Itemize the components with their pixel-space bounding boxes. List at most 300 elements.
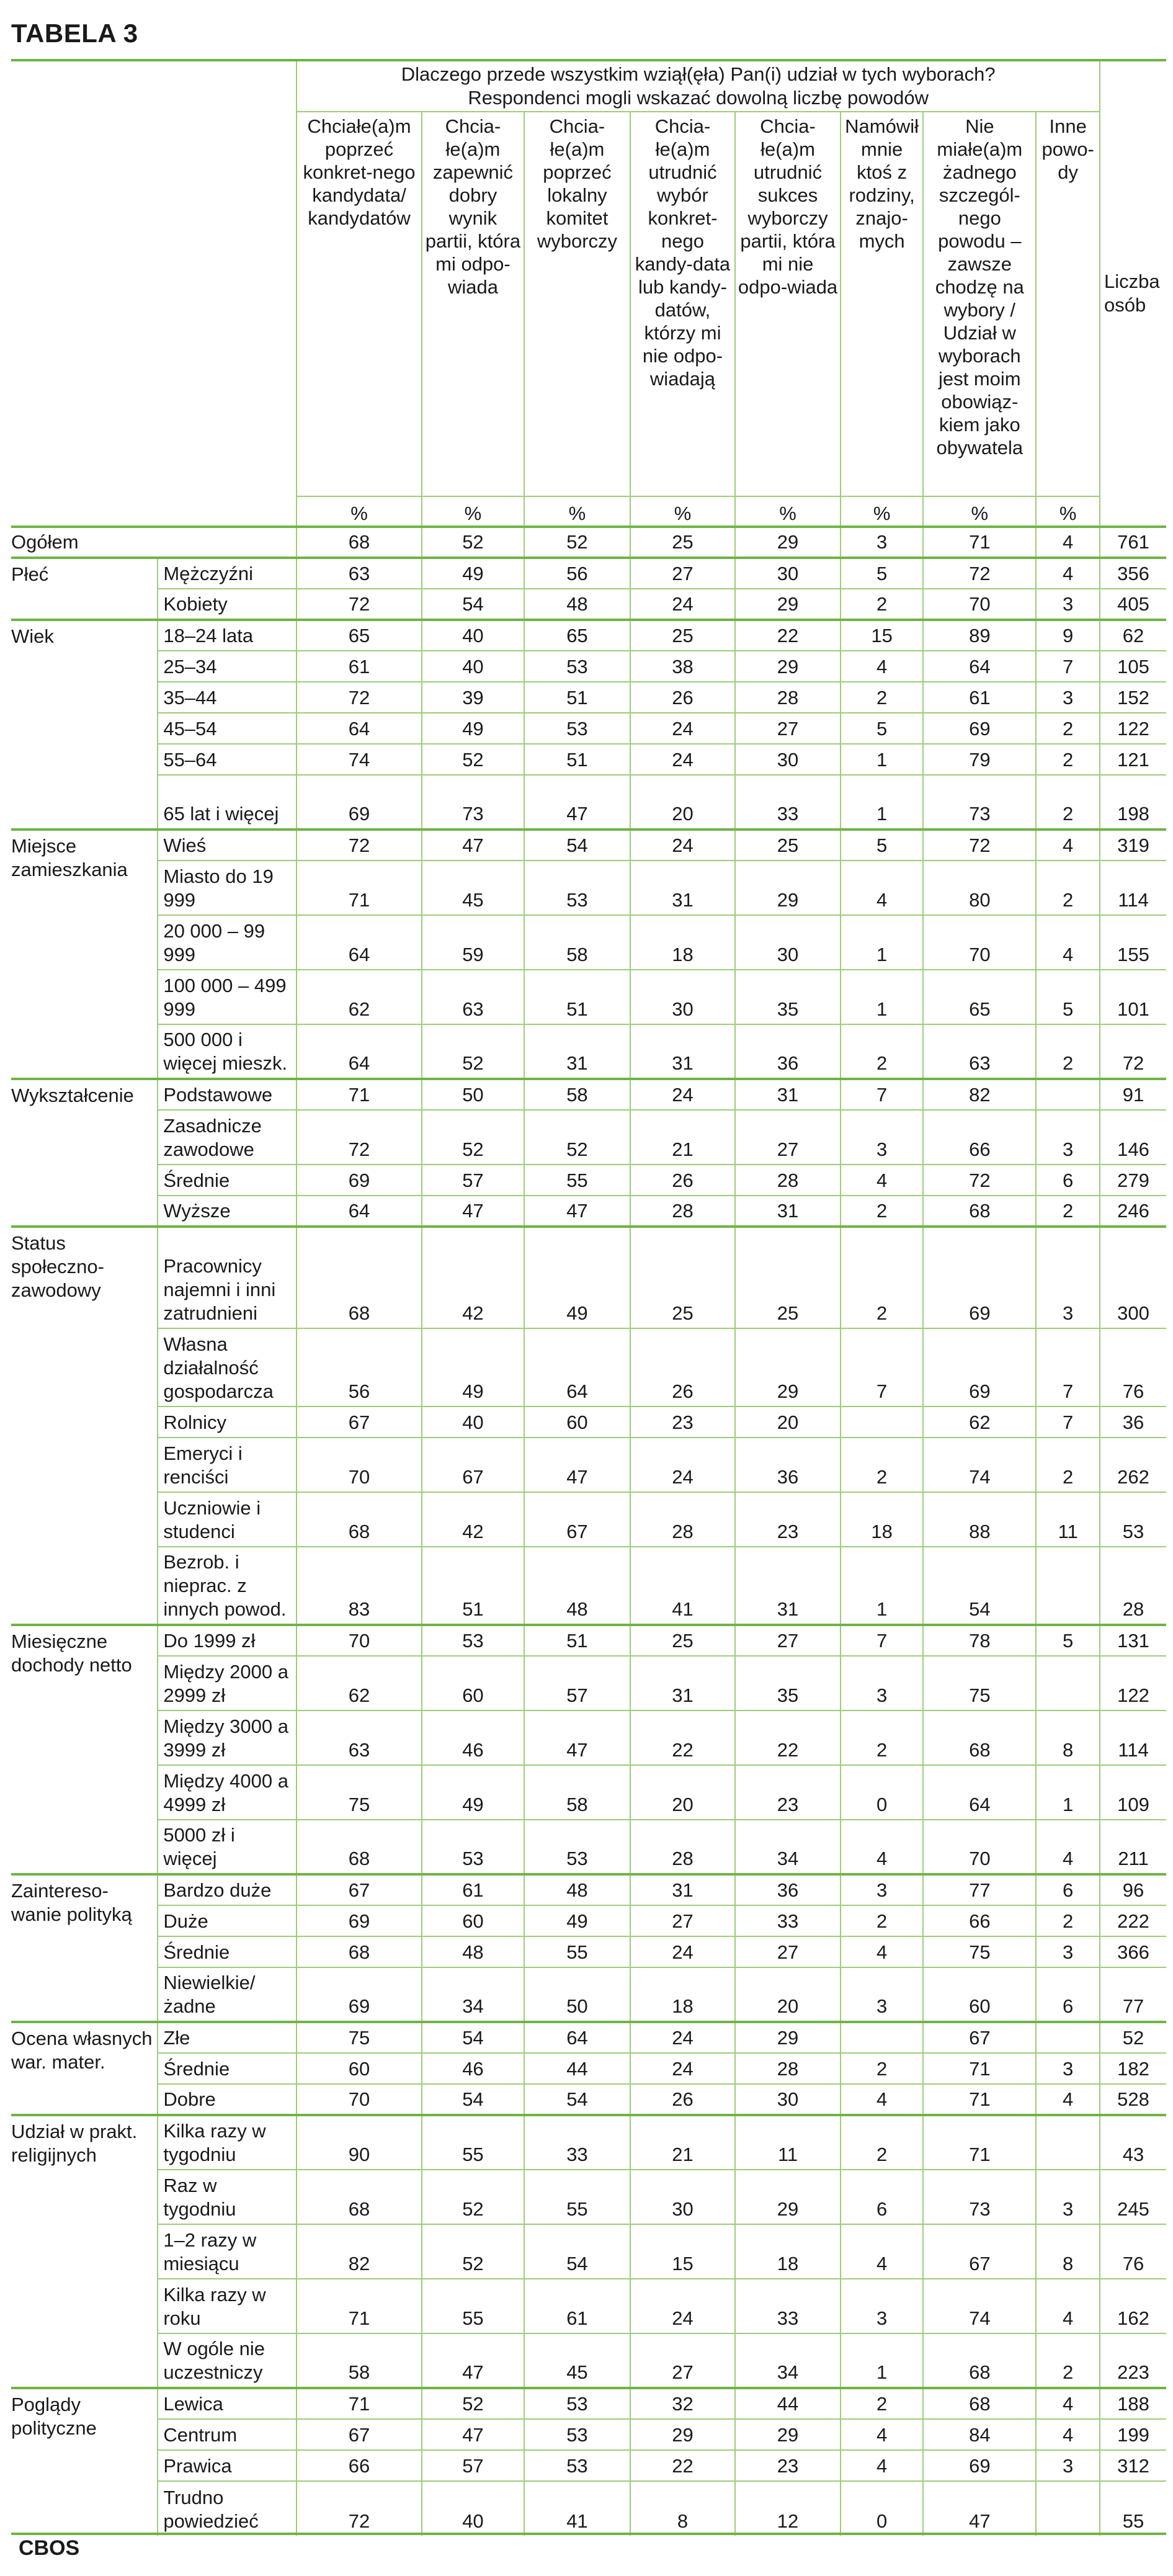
category-label: Miasto do 19 999	[158, 861, 297, 915]
value-cell: 49	[422, 558, 524, 589]
category-label: Niewielkie/ żadne	[158, 1967, 297, 2022]
category-label: Do 1999 zł	[158, 1625, 297, 1656]
value-cell	[1036, 1079, 1100, 1110]
value-cell: 9	[1036, 620, 1100, 651]
value-cell: 24	[630, 2279, 736, 2333]
value-cell: 18	[841, 1492, 924, 1547]
value-cell: 22	[735, 1711, 841, 1765]
value-cell: 22	[735, 620, 841, 651]
table-row	[11, 1905, 1166, 1936]
value-cell: 58	[524, 1079, 630, 1110]
value-cell: 7	[1036, 651, 1100, 682]
value-cell: 56	[297, 1328, 421, 1407]
column-header-1: Chciałe(a)m poprzeć konkret-nego kandydata/ kandydatów	[297, 112, 421, 496]
value-cell	[1036, 2022, 1100, 2053]
value-cell: 51	[524, 1625, 630, 1656]
value-cell: 72	[923, 558, 1036, 589]
value-cell: 72	[923, 1165, 1036, 1196]
category-label: Mężczyźni	[158, 558, 297, 589]
count-cell: 96	[1100, 1874, 1166, 1905]
value-cell: 28	[735, 2053, 841, 2084]
value-cell: 33	[735, 2279, 841, 2333]
count-cell: 114	[1100, 1711, 1166, 1765]
count-cell: 114	[1100, 861, 1166, 915]
value-cell: 64	[524, 2022, 630, 2053]
value-cell: 2	[841, 1711, 924, 1765]
value-cell: 30	[630, 2170, 736, 2224]
value-cell: 28	[630, 1492, 736, 1547]
value-cell: 67	[297, 1407, 421, 1438]
value-cell: 18	[630, 1967, 736, 2022]
value-cell: 49	[422, 1765, 524, 1820]
table-row	[11, 1196, 1166, 1227]
value-cell: 3	[1036, 2053, 1100, 2084]
table-row	[11, 1625, 1166, 1656]
value-cell: 50	[422, 1079, 524, 1110]
category-label: 500 000 i więcej mieszk.	[158, 1024, 297, 1079]
value-cell: 5	[1036, 1625, 1100, 1656]
table-bottom-rule	[11, 2533, 1166, 2535]
table-row	[11, 1711, 1166, 1765]
table-row	[11, 1656, 1166, 1711]
count-cell: 245	[1100, 2170, 1166, 2224]
value-cell: 54	[923, 1547, 1036, 1625]
value-cell: 28	[630, 1820, 736, 1874]
value-cell: 25	[630, 527, 736, 558]
value-cell: 3	[841, 1967, 924, 2022]
value-cell: 33	[735, 775, 841, 830]
value-cell: 11	[735, 2115, 841, 2170]
value-cell: 3	[1036, 2450, 1100, 2481]
category-label: Między 4000 a 4999 zł	[158, 1765, 297, 1820]
percent-unit: %	[1036, 496, 1100, 527]
value-cell: 31	[735, 1196, 841, 1227]
value-cell: 41	[524, 2481, 630, 2536]
value-cell: 70	[923, 589, 1036, 620]
value-cell: 29	[735, 861, 841, 915]
value-cell: 4	[841, 2224, 924, 2279]
category-label: Złe	[158, 2022, 297, 2053]
value-cell: 4	[1036, 915, 1100, 970]
group-label: Status społeczno-zawodowy	[11, 1227, 158, 1625]
value-cell: 38	[630, 651, 736, 682]
value-cell: 27	[630, 558, 736, 589]
value-cell: 27	[630, 1905, 736, 1936]
value-cell: 54	[524, 2084, 630, 2115]
question-note: Respondenci mogli wskazać dowolną liczbę powodów	[468, 87, 929, 109]
value-cell: 4	[1036, 830, 1100, 861]
value-cell: 25	[630, 1625, 736, 1656]
value-cell: 20	[630, 775, 736, 830]
value-cell: 69	[297, 775, 421, 830]
value-cell: 52	[422, 2170, 524, 2224]
value-cell: 50	[524, 1967, 630, 2022]
value-cell: 2	[841, 2053, 924, 2084]
value-cell: 59	[422, 915, 524, 970]
category-label: Raz w tygodniu	[158, 2170, 297, 2224]
value-cell: 67	[524, 1492, 630, 1547]
value-cell: 62	[923, 1407, 1036, 1438]
table-row	[11, 2450, 1166, 2481]
value-cell: 2	[841, 1024, 924, 1079]
value-cell: 24	[630, 713, 736, 744]
value-cell: 71	[297, 2388, 421, 2419]
value-cell: 26	[630, 1328, 736, 1407]
question-header	[297, 60, 1100, 112]
value-cell: 29	[735, 1328, 841, 1407]
results-table	[11, 59, 1166, 2536]
category-label: Bezrob. i nieprac. z innych powod.	[158, 1547, 297, 1625]
value-cell: 71	[923, 2084, 1036, 2115]
value-cell: 67	[297, 1874, 421, 1905]
value-cell: 51	[524, 970, 630, 1024]
value-cell: 25	[630, 1227, 736, 1328]
value-cell: 24	[630, 830, 736, 861]
value-cell: 29	[735, 589, 841, 620]
value-cell: 2	[841, 1227, 924, 1328]
category-label: Uczniowie i studenci	[158, 1492, 297, 1547]
value-cell: 34	[735, 1820, 841, 1874]
value-cell: 4	[1036, 2419, 1100, 2450]
category-label: 35–44	[158, 682, 297, 713]
value-cell: 2	[1036, 1196, 1100, 1227]
value-cell: 29	[735, 2022, 841, 2053]
category-label: 1–2 razy w miesiącu	[158, 2224, 297, 2279]
value-cell: 3	[1036, 1110, 1100, 1165]
value-cell: 27	[735, 1110, 841, 1165]
value-cell: 1	[1036, 1765, 1100, 1820]
value-cell: 68	[923, 2388, 1036, 2419]
value-cell: 21	[630, 2115, 736, 2170]
value-cell: 78	[923, 1625, 1036, 1656]
value-cell: 25	[735, 830, 841, 861]
value-cell: 71	[923, 2053, 1036, 2084]
value-cell: 48	[524, 1874, 630, 1905]
value-cell: 31	[630, 1024, 736, 1079]
value-cell: 53	[422, 1820, 524, 1874]
value-cell: 58	[524, 915, 630, 970]
value-cell: 68	[297, 1820, 421, 1874]
value-cell: 60	[524, 1407, 630, 1438]
value-cell: 75	[297, 2022, 421, 2053]
value-cell: 3	[841, 1110, 924, 1165]
value-cell: 2	[1036, 2333, 1100, 2388]
value-cell: 53	[524, 2450, 630, 2481]
value-cell: 52	[422, 1024, 524, 1079]
value-cell: 66	[923, 1905, 1036, 1936]
value-cell: 4	[841, 2419, 924, 2450]
count-cell: 122	[1100, 1656, 1166, 1711]
value-cell: 72	[297, 830, 421, 861]
value-cell	[841, 1407, 924, 1438]
value-cell: 24	[630, 2022, 736, 2053]
count-cell: 405	[1100, 589, 1166, 620]
value-cell: 34	[735, 2333, 841, 2388]
value-cell: 6	[1036, 1967, 1100, 2022]
value-cell: 3	[841, 2279, 924, 2333]
value-cell: 27	[630, 2333, 736, 2388]
value-cell: 20	[630, 1765, 736, 1820]
value-cell: 79	[923, 744, 1036, 775]
value-cell: 8	[1036, 1711, 1100, 1765]
value-cell: 45	[422, 861, 524, 915]
count-cell: 55	[1100, 2481, 1166, 2536]
value-cell	[1036, 1656, 1100, 1711]
value-cell: 1	[841, 1547, 924, 1625]
value-cell: 55	[422, 2115, 524, 2170]
value-cell: 65	[923, 970, 1036, 1024]
value-cell: 1	[841, 744, 924, 775]
value-cell: 47	[923, 2481, 1036, 2536]
value-cell: 52	[422, 527, 524, 558]
category-label: Trudno powiedzieć	[158, 2481, 297, 2536]
count-cell: 356	[1100, 558, 1166, 589]
value-cell: 67	[923, 2224, 1036, 2279]
value-cell: 51	[524, 682, 630, 713]
value-cell: 31	[630, 1656, 736, 1711]
value-cell: 15	[841, 620, 924, 651]
value-cell: 33	[735, 1905, 841, 1936]
column-header-2: Chcia-łe(a)m zapewnić dobry wynik partii, która mi odpo-wiada	[422, 112, 524, 496]
category-label: Kilka razy w tygodniu	[158, 2115, 297, 2170]
value-cell: 68	[923, 2333, 1036, 2388]
value-cell: 27	[735, 1625, 841, 1656]
value-cell: 80	[923, 861, 1036, 915]
category-label: Prawica	[158, 2450, 297, 2481]
value-cell: 28	[630, 1196, 736, 1227]
value-cell: 68	[297, 1227, 421, 1328]
value-cell: 57	[422, 1165, 524, 1196]
value-cell: 69	[297, 1905, 421, 1936]
value-cell: 47	[524, 1711, 630, 1765]
value-cell: 4	[841, 2450, 924, 2481]
table-title: TABELA 3	[11, 19, 138, 48]
value-cell: 47	[524, 775, 630, 830]
value-cell: 4	[841, 861, 924, 915]
value-cell: 2	[841, 2388, 924, 2419]
count-cell: 122	[1100, 713, 1166, 744]
count-cell: 152	[1100, 682, 1166, 713]
count-cell: 761	[1100, 527, 1166, 558]
value-cell: 28	[735, 682, 841, 713]
category-label: W ogóle nie uczestniczy	[158, 2333, 297, 2388]
value-cell: 35	[735, 1656, 841, 1711]
table-row	[11, 1765, 1166, 1820]
value-cell: 36	[735, 1024, 841, 1079]
value-cell: 2	[841, 2115, 924, 2170]
value-cell: 8	[630, 2481, 736, 2536]
value-cell: 47	[422, 830, 524, 861]
value-cell: 71	[923, 527, 1036, 558]
value-cell: 31	[735, 1079, 841, 1110]
table-row	[11, 620, 1166, 651]
value-cell: 44	[735, 2388, 841, 2419]
column-header-7: Nie miałe(a)m żadnego szczegól-nego powodu – zawsze chodzę na wybory / Udział w wyborach jest moim obowiąz-kiem jako obywatela	[923, 112, 1036, 496]
value-cell: 57	[524, 1656, 630, 1711]
category-label: Średnie	[158, 2053, 297, 2084]
value-cell: 49	[422, 713, 524, 744]
count-cell: 262	[1100, 1438, 1166, 1492]
value-cell: 63	[422, 970, 524, 1024]
table-row	[11, 1110, 1166, 1165]
count-cell: 528	[1100, 2084, 1166, 2115]
value-cell: 40	[422, 651, 524, 682]
category-label: Między 2000 a 2999 zł	[158, 1656, 297, 1711]
table-row	[11, 1547, 1166, 1625]
question-text: Dlaczego przede wszystkim wziął(ęła) Pan(i) udział w tych wyborach?	[401, 63, 996, 85]
value-cell: 71	[297, 1079, 421, 1110]
value-cell: 41	[630, 1547, 736, 1625]
column-header-4: Chcia-łe(a)m utrudnić wybór konkret-nego kandy-data lub kandy-datów, którzy mi nie odpo-wiadają	[630, 112, 736, 496]
count-header: Liczba osób	[1100, 60, 1166, 527]
value-cell: 54	[524, 830, 630, 861]
value-cell: 2	[841, 1438, 924, 1492]
value-cell: 3	[1036, 682, 1100, 713]
table-row	[11, 2224, 1166, 2279]
count-cell: 121	[1100, 744, 1166, 775]
value-cell: 36	[735, 1438, 841, 1492]
value-cell: 49	[524, 1227, 630, 1328]
value-cell: 23	[735, 2450, 841, 2481]
value-cell: 18	[630, 915, 736, 970]
count-cell: 155	[1100, 915, 1166, 970]
category-label: Wyższe	[158, 1196, 297, 1227]
value-cell: 1	[841, 2333, 924, 2388]
value-cell: 47	[422, 2419, 524, 2450]
value-cell: 2	[841, 589, 924, 620]
table-row	[11, 682, 1166, 713]
table-row	[11, 775, 1166, 830]
value-cell: 32	[630, 2388, 736, 2419]
value-cell: 4	[1036, 558, 1100, 589]
count-cell: 182	[1100, 2053, 1166, 2084]
value-cell: 69	[297, 1165, 421, 1196]
value-cell: 70	[923, 915, 1036, 970]
value-cell: 7	[1036, 1328, 1100, 1407]
value-cell: 73	[923, 775, 1036, 830]
value-cell: 36	[735, 1874, 841, 1905]
value-cell: 82	[297, 2224, 421, 2279]
count-cell: 77	[1100, 1967, 1166, 2022]
value-cell: 54	[422, 2022, 524, 2053]
value-cell: 1	[841, 775, 924, 830]
value-cell: 71	[923, 2115, 1036, 2170]
value-cell: 66	[297, 2450, 421, 2481]
value-cell: 6	[1036, 1874, 1100, 1905]
value-cell: 29	[735, 651, 841, 682]
value-cell: 66	[923, 1110, 1036, 1165]
value-cell: 70	[297, 1438, 421, 1492]
count-cell: 199	[1100, 2419, 1166, 2450]
count-cell: 188	[1100, 2388, 1166, 2419]
value-cell: 3	[1036, 1936, 1100, 1967]
value-cell: 23	[630, 1407, 736, 1438]
value-cell: 63	[297, 1711, 421, 1765]
value-cell: 48	[422, 1936, 524, 1967]
value-cell: 90	[297, 2115, 421, 2170]
value-cell: 4	[841, 1936, 924, 1967]
table-row	[11, 1024, 1166, 1079]
category-label: 100 000 – 499 999	[158, 970, 297, 1024]
value-cell: 52	[524, 527, 630, 558]
value-cell: 3	[841, 1656, 924, 1711]
table-row	[11, 2388, 1166, 2419]
value-cell: 68	[923, 1711, 1036, 1765]
total-label: Ogółem	[11, 527, 297, 558]
value-cell: 11	[1036, 1492, 1100, 1547]
value-cell: 40	[422, 1407, 524, 1438]
table-row	[11, 1328, 1166, 1407]
value-cell: 4	[841, 2084, 924, 2115]
table-row	[11, 527, 1166, 558]
category-label: 65 lat i więcej	[158, 775, 297, 830]
count-cell: 222	[1100, 1905, 1166, 1936]
table-row	[11, 1407, 1166, 1438]
value-cell	[1036, 2115, 1100, 2170]
value-cell: 69	[923, 2450, 1036, 2481]
value-cell: 2	[1036, 1024, 1100, 1079]
category-label: Podstawowe	[158, 1079, 297, 1110]
value-cell: 53	[524, 713, 630, 744]
count-cell: 43	[1100, 2115, 1166, 2170]
value-cell: 0	[841, 2481, 924, 2536]
value-cell: 70	[297, 1625, 421, 1656]
value-cell: 70	[297, 2084, 421, 2115]
value-cell: 7	[841, 1328, 924, 1407]
table-row	[11, 589, 1166, 620]
column-header-8: Inne powo-dy	[1036, 112, 1100, 496]
table-row	[11, 1936, 1166, 1967]
value-cell: 55	[524, 1936, 630, 1967]
table-row	[11, 1967, 1166, 2022]
value-cell: 48	[524, 1547, 630, 1625]
value-cell: 23	[735, 1765, 841, 1820]
value-cell	[1036, 1547, 1100, 1625]
table-row	[11, 2022, 1166, 2053]
value-cell: 72	[923, 830, 1036, 861]
value-cell: 53	[524, 651, 630, 682]
category-label: Średnie	[158, 1936, 297, 1967]
count-cell: 198	[1100, 775, 1166, 830]
value-cell: 67	[297, 2419, 421, 2450]
table-row	[11, 970, 1166, 1024]
value-cell: 49	[422, 1328, 524, 1407]
value-cell: 72	[297, 2481, 421, 2536]
table-row	[11, 1492, 1166, 1547]
value-cell: 63	[923, 1024, 1036, 1079]
value-cell: 75	[923, 1936, 1036, 1967]
percent-unit: %	[841, 496, 924, 527]
value-cell: 64	[923, 651, 1036, 682]
value-cell: 30	[735, 2084, 841, 2115]
group-label: Wiek	[11, 620, 158, 830]
value-cell: 67	[422, 1438, 524, 1492]
value-cell: 2	[1036, 861, 1100, 915]
value-cell: 53	[422, 1625, 524, 1656]
value-cell: 35	[735, 970, 841, 1024]
category-label: Kilka razy w roku	[158, 2279, 297, 2333]
value-cell: 52	[422, 744, 524, 775]
value-cell: 42	[422, 1492, 524, 1547]
table-row	[11, 1079, 1166, 1110]
value-cell: 72	[297, 1110, 421, 1165]
value-cell: 84	[923, 2419, 1036, 2450]
table-row	[11, 2170, 1166, 2224]
value-cell: 5	[841, 713, 924, 744]
value-cell: 30	[630, 970, 736, 1024]
table-row	[11, 713, 1166, 744]
value-cell: 48	[524, 589, 630, 620]
